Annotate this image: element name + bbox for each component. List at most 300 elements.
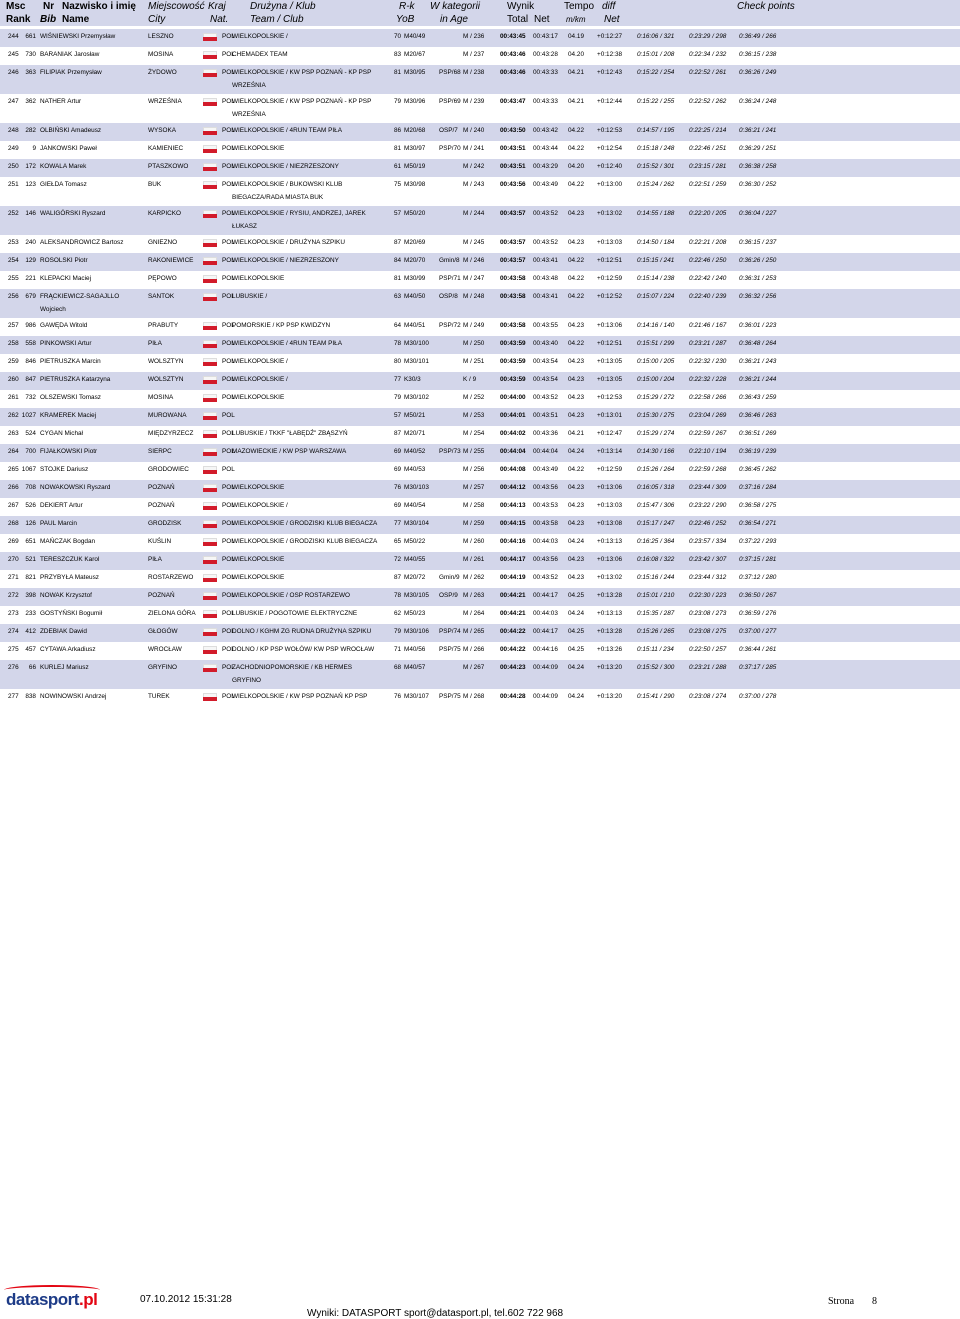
cell-name: FRĄCKIEWICZ-SAGAJLLO bbox=[40, 293, 120, 300]
cell-net: 00:43:33 bbox=[533, 69, 558, 76]
table-row bbox=[0, 47, 960, 65]
cell-diff: +0:13:14 bbox=[597, 448, 623, 455]
cell-cp3: 0:36:59 / 276 bbox=[739, 610, 777, 617]
cell-cp1: 0:14:16 / 140 bbox=[637, 322, 675, 329]
cell-team: WIELKOPOLSKIE / KW PSP POZNAŃ - KP PSP bbox=[232, 98, 372, 105]
cell-net: 00:43:44 bbox=[533, 145, 558, 152]
cell-age: K / 9 bbox=[463, 376, 477, 383]
cell-diff: +0:13:13 bbox=[597, 610, 623, 617]
cell-cp3: 0:36:21 / 241 bbox=[739, 127, 777, 134]
table-row bbox=[0, 689, 960, 707]
cell-cp2: 0:23:08 / 274 bbox=[689, 693, 727, 700]
cell-yob: 80 bbox=[394, 358, 402, 365]
cell-nr: 838 bbox=[25, 693, 36, 700]
table-row bbox=[0, 372, 960, 390]
poland-flag-icon bbox=[203, 412, 217, 420]
poland-flag-icon bbox=[203, 340, 217, 348]
cell-name: FILIPIAK Przemysław bbox=[40, 69, 102, 76]
cell-age: M / 263 bbox=[463, 592, 485, 599]
cell-team: WIELKOPOLSKIE / bbox=[232, 358, 288, 365]
cell-nat: POL bbox=[222, 239, 235, 246]
cell-kat: OSP/8 bbox=[439, 293, 458, 300]
table-row bbox=[0, 94, 960, 123]
cell-cat: M50/21 bbox=[404, 412, 426, 419]
cell-total: 00:43:51 bbox=[500, 145, 526, 152]
poland-flag-icon bbox=[203, 466, 217, 474]
cell-cp3: 0:36:24 / 248 bbox=[739, 98, 777, 105]
datasport-logo: datasport.pl bbox=[6, 1290, 98, 1309]
cell-yob: 78 bbox=[394, 340, 402, 347]
cell-cp2: 0:23:57 / 334 bbox=[689, 538, 727, 545]
cell-tempo: 04.21 bbox=[568, 430, 584, 437]
cell-name: CYGAN Michał bbox=[40, 430, 83, 437]
cell-total: 00:43:59 bbox=[500, 340, 526, 347]
cell-yob: 83 bbox=[394, 51, 402, 58]
cell-tempo: 04.24 bbox=[568, 448, 584, 455]
cell-cp1: 0:15:16 / 244 bbox=[637, 574, 675, 581]
cell-net: 00:43:51 bbox=[533, 412, 558, 419]
cell-age: M / 241 bbox=[463, 145, 485, 152]
cell-cat: M50/22 bbox=[404, 538, 426, 545]
cell-team: WIELKOPOLSKIE / RYSIU, ANDRZEJ, JAREK bbox=[232, 210, 366, 217]
cell-cp2: 0:23:04 / 269 bbox=[689, 412, 727, 419]
cell-msc: 268 bbox=[8, 520, 19, 527]
cell-total: 00:43:59 bbox=[500, 358, 526, 365]
cell-nr: 847 bbox=[25, 376, 36, 383]
cell-cp3: 0:37:16 / 284 bbox=[739, 484, 777, 491]
poland-flag-icon bbox=[203, 376, 217, 384]
cell-cp1: 0:14:55 / 188 bbox=[637, 210, 675, 217]
cell-nat: POL bbox=[222, 340, 235, 347]
cell-nat: POL bbox=[222, 448, 235, 455]
cell-total: 00:44:08 bbox=[500, 466, 526, 473]
cell-team: WIELKOPOLSKIE bbox=[232, 275, 285, 282]
cell-age: M / 238 bbox=[463, 69, 485, 76]
cell-cat: M30/100 bbox=[404, 340, 429, 347]
cell-total: 00:44:22 bbox=[500, 628, 526, 635]
cell-total: 00:44:23 bbox=[500, 664, 526, 671]
cell-cp3: 0:36:21 / 243 bbox=[739, 358, 777, 365]
cell-cp1: 0:15:07 / 224 bbox=[637, 293, 675, 300]
header-name-en: Name bbox=[62, 14, 90, 25]
table-row bbox=[0, 462, 960, 480]
table-row bbox=[0, 159, 960, 177]
cell-cp3: 0:37:12 / 280 bbox=[739, 574, 777, 581]
cell-tempo: 04.24 bbox=[568, 693, 584, 700]
cell-nat: POL bbox=[222, 376, 235, 383]
cell-cp1: 0:15:29 / 274 bbox=[637, 430, 675, 437]
cell-cp1: 0:15:51 / 299 bbox=[637, 340, 675, 347]
cell-name: GOSTYŃSKI Bogumił bbox=[40, 610, 103, 617]
table-row bbox=[0, 570, 960, 588]
cell-name: MAŃCZAK Bogdan bbox=[40, 538, 96, 545]
cell-tempo: 04.23 bbox=[568, 484, 584, 491]
cell-net: 00:43:58 bbox=[533, 520, 558, 527]
cell-name: GAWĘDA Witold bbox=[40, 322, 88, 329]
cell-nr: 708 bbox=[25, 484, 36, 491]
cell-team: DOLNO / KGHM ZG RUDNA DRUŻYNA SZPIKU bbox=[232, 628, 372, 635]
cell-cp1: 0:15:22 / 255 bbox=[637, 98, 675, 105]
cell-cp3: 0:37:00 / 278 bbox=[739, 693, 777, 700]
cell-total: 00:44:00 bbox=[500, 394, 526, 401]
cell-nat: POL bbox=[222, 163, 235, 170]
cell-age: M / 248 bbox=[463, 293, 485, 300]
cell-team: DOLNO / KP PSP WOŁÓW/ KW PSP WROCŁAW bbox=[232, 646, 375, 653]
cell-tempo: 04.22 bbox=[568, 257, 584, 264]
cell-tempo: 04.19 bbox=[568, 33, 584, 40]
cell-diff: +0:12:44 bbox=[597, 98, 623, 105]
cell-msc: 248 bbox=[8, 127, 19, 134]
cell-cp1: 0:15:30 / 275 bbox=[637, 412, 675, 419]
cell-total: 00:44:22 bbox=[500, 646, 526, 653]
cell-msc: 272 bbox=[8, 592, 19, 599]
cell-name: GIEŁDA Tomasz bbox=[40, 181, 87, 188]
cell-nat: POL bbox=[222, 592, 235, 599]
cell-cp1: 0:15:24 / 262 bbox=[637, 181, 675, 188]
cell-nr: 986 bbox=[25, 322, 36, 329]
cell-total: 00:43:46 bbox=[500, 51, 526, 58]
cell-cat: M30/98 bbox=[404, 181, 426, 188]
cell-cp2: 0:22:42 / 240 bbox=[689, 275, 727, 282]
cell-yob: 79 bbox=[394, 98, 402, 105]
cell-city: GRODZISK bbox=[148, 520, 182, 527]
cell-cp2: 0:22:46 / 251 bbox=[689, 145, 727, 152]
header-team-en: Team / Club bbox=[250, 14, 304, 25]
cell-extra: GRYFINO bbox=[232, 677, 261, 684]
poland-flag-icon bbox=[203, 693, 217, 701]
cell-team: POMORSKIE / KP PSP KWIDZYN bbox=[232, 322, 331, 329]
cell-cp3: 0:36:15 / 237 bbox=[739, 239, 777, 246]
header-total: Total bbox=[507, 14, 529, 25]
header-city-pl: Miejscowość bbox=[148, 1, 205, 12]
cell-kat: PSP/74 bbox=[439, 628, 461, 635]
table-row bbox=[0, 534, 960, 552]
cell-net: 00:43:54 bbox=[533, 358, 558, 365]
cell-cp1: 0:15:18 / 248 bbox=[637, 145, 675, 152]
cell-tempo: 04.22 bbox=[568, 181, 584, 188]
cell-name: PRZYBYŁA Mateusz bbox=[40, 574, 99, 581]
cell-msc: 277 bbox=[8, 693, 19, 700]
cell-nr: 700 bbox=[25, 448, 36, 455]
cell-city: KUŚLIN bbox=[148, 538, 172, 545]
cell-nr: 146 bbox=[25, 210, 36, 217]
cell-cp2: 0:23:15 / 281 bbox=[689, 163, 727, 170]
cell-cp3: 0:36:54 / 271 bbox=[739, 520, 777, 527]
cell-name: STOJKE Dariusz bbox=[40, 466, 89, 473]
cell-nat: POL bbox=[222, 181, 235, 188]
cell-diff: +0:13:03 bbox=[597, 239, 623, 246]
cell-age: M / 246 bbox=[463, 257, 485, 264]
cell-cat: M40/57 bbox=[404, 664, 426, 671]
cell-age: M / 249 bbox=[463, 322, 485, 329]
cell-cp3: 0:36:31 / 253 bbox=[739, 275, 777, 282]
cell-total: 00:44:17 bbox=[500, 556, 526, 563]
cell-age: M / 267 bbox=[463, 664, 485, 671]
cell-name: NOWAK Krzysztof bbox=[40, 592, 92, 599]
cell-total: 00:44:16 bbox=[500, 538, 526, 545]
cell-team: CHEMADEX TEAM bbox=[232, 51, 288, 58]
cell-diff: +0:13:03 bbox=[597, 502, 623, 509]
cell-total: 00:43:57 bbox=[500, 257, 526, 264]
table-row bbox=[0, 552, 960, 570]
cell-team: WIELKOPOLSKIE / 4RUN TEAM PIŁA bbox=[232, 340, 342, 347]
cell-nr: 846 bbox=[25, 358, 36, 365]
cell-cp3: 0:36:32 / 256 bbox=[739, 293, 777, 300]
cell-cp2: 0:22:58 / 266 bbox=[689, 394, 727, 401]
cell-age: M / 247 bbox=[463, 275, 485, 282]
cell-nat: POL bbox=[222, 664, 235, 671]
cell-net: 00:44:04 bbox=[533, 448, 558, 455]
cell-age: M / 257 bbox=[463, 484, 485, 491]
cell-name: PIETRUSZKA Marcin bbox=[40, 358, 101, 365]
cell-msc: 251 bbox=[8, 181, 19, 188]
cell-nr: 282 bbox=[25, 127, 36, 134]
poland-flag-icon bbox=[203, 239, 217, 247]
cell-cp1: 0:15:11 / 234 bbox=[637, 646, 674, 653]
cell-city: MIĘDZYRZECZ bbox=[148, 430, 194, 437]
cell-nat: POL bbox=[222, 293, 235, 300]
cell-nr: 362 bbox=[25, 98, 36, 105]
cell-cp3: 0:36:21 / 244 bbox=[739, 376, 777, 383]
cell-name: KLEPACKI Maciej bbox=[40, 275, 92, 282]
cell-yob: 77 bbox=[394, 376, 402, 383]
cell-cp1: 0:15:01 / 208 bbox=[637, 51, 675, 58]
cell-nat: POL bbox=[222, 412, 235, 419]
cell-nr: 412 bbox=[25, 628, 36, 635]
cell-tempo: 04.21 bbox=[568, 69, 584, 76]
cell-cp2: 0:22:32 / 228 bbox=[689, 376, 727, 383]
cell-city: KARPICKO bbox=[148, 210, 182, 217]
cell-cp3: 0:36:50 / 267 bbox=[739, 592, 777, 599]
cell-kat: PSP/75 bbox=[439, 693, 461, 700]
cell-msc: 276 bbox=[8, 664, 19, 671]
cell-total: 00:44:19 bbox=[500, 574, 526, 581]
cell-cp1: 0:15:14 / 238 bbox=[637, 275, 675, 282]
cell-cp2: 0:22:59 / 268 bbox=[689, 466, 727, 473]
cell-net: 00:43:52 bbox=[533, 574, 558, 581]
cell-cp3: 0:36:04 / 227 bbox=[739, 210, 777, 217]
table-row bbox=[0, 426, 960, 444]
cell-diff: +0:12:59 bbox=[597, 466, 623, 473]
cell-cp3: 0:36:01 / 223 bbox=[739, 322, 777, 329]
cell-nr: 732 bbox=[25, 394, 36, 401]
cell-extra: WRZEŚNIA bbox=[232, 82, 266, 89]
cell-name: BARANIAK Jarosław bbox=[40, 51, 100, 58]
cell-name: PAUL Marcin bbox=[40, 520, 77, 527]
cell-city: GNIEZNO bbox=[148, 239, 178, 246]
cell-net: 00:44:17 bbox=[533, 628, 558, 635]
cell-cat: M30/102 bbox=[404, 394, 429, 401]
cell-diff: +0:13:28 bbox=[597, 592, 623, 599]
cell-diff: +0:12:43 bbox=[597, 69, 623, 76]
cell-cat: M30/107 bbox=[404, 693, 429, 700]
cell-cat: M30/105 bbox=[404, 592, 429, 599]
cell-city: PIŁA bbox=[148, 340, 162, 347]
header-rank: Rank bbox=[6, 14, 31, 25]
cell-total: 00:44:04 bbox=[500, 448, 526, 455]
cell-cat: M20/71 bbox=[404, 430, 426, 437]
cell-name: WIŚNIEWSKI Przemysław bbox=[40, 33, 116, 40]
cell-tempo: 04.23 bbox=[568, 210, 584, 217]
cell-tempo: 04.23 bbox=[568, 412, 584, 419]
cell-cat: M30/96 bbox=[404, 98, 426, 105]
cell-total: 00:43:57 bbox=[500, 210, 526, 217]
cell-nat: POL bbox=[222, 610, 235, 617]
cell-age: M / 258 bbox=[463, 502, 485, 509]
header-cat-en: in Age bbox=[440, 14, 468, 25]
cell-total: 00:44:12 bbox=[500, 484, 526, 491]
cell-total: 00:43:47 bbox=[500, 98, 526, 105]
cell-cat: M30/95 bbox=[404, 69, 426, 76]
cell-cp2: 0:23:29 / 298 bbox=[689, 33, 727, 40]
cell-age: M / 250 bbox=[463, 340, 485, 347]
cell-nr: 679 bbox=[25, 293, 36, 300]
cell-cp2: 0:23:21 / 287 bbox=[689, 340, 727, 347]
cell-diff: +0:12:51 bbox=[597, 257, 623, 264]
cell-total: 00:44:21 bbox=[500, 610, 526, 617]
cell-msc: 244 bbox=[8, 33, 19, 40]
cell-cat: M50/23 bbox=[404, 610, 426, 617]
cell-cp3: 0:36:15 / 238 bbox=[739, 51, 777, 58]
cell-yob: 72 bbox=[394, 556, 402, 563]
cell-msc: 252 bbox=[8, 210, 19, 217]
cell-city: MOSINA bbox=[148, 51, 174, 58]
cell-cat: M40/52 bbox=[404, 448, 426, 455]
cell-city: GRYFINO bbox=[148, 664, 177, 671]
cell-net: 00:44:09 bbox=[533, 664, 558, 671]
cell-cat: M30/106 bbox=[404, 628, 429, 635]
cell-city: PRABUTY bbox=[148, 322, 179, 329]
cell-cp2: 0:22:30 / 223 bbox=[689, 592, 727, 599]
cell-tempo: 04.20 bbox=[568, 163, 584, 170]
cell-msc: 275 bbox=[8, 646, 19, 653]
cell-msc: 249 bbox=[8, 145, 19, 152]
cell-city: PIŁA bbox=[148, 556, 162, 563]
cell-city: WOLSZTYN bbox=[148, 358, 184, 365]
cell-team: WIELKOPOLSKIE / 4RUN TEAM PIŁA bbox=[232, 127, 342, 134]
cell-cp2: 0:22:21 / 208 bbox=[689, 239, 727, 246]
cell-net: 00:43:29 bbox=[533, 163, 558, 170]
cell-city: WROCŁAW bbox=[148, 646, 182, 653]
poland-flag-icon bbox=[203, 556, 217, 564]
cell-msc: 263 bbox=[8, 430, 19, 437]
cell-age: M / 259 bbox=[463, 520, 485, 527]
cell-cp1: 0:15:52 / 300 bbox=[637, 664, 675, 671]
header-result-pl: Wynik bbox=[507, 1, 535, 12]
cell-city: PĘPOWO bbox=[148, 275, 177, 282]
cell-msc: 259 bbox=[8, 358, 19, 365]
cell-cat: M40/51 bbox=[404, 322, 426, 329]
cell-age: M / 237 bbox=[463, 51, 485, 58]
cell-tempo: 04.22 bbox=[568, 466, 584, 473]
cell-total: 00:43:50 bbox=[500, 127, 526, 134]
cell-cp3: 0:36:51 / 269 bbox=[739, 430, 777, 437]
cell-yob: 79 bbox=[394, 628, 402, 635]
cell-msc: 266 bbox=[8, 484, 19, 491]
cell-age: M / 254 bbox=[463, 430, 485, 437]
table-row bbox=[0, 289, 960, 318]
cell-cp1: 0:15:41 / 290 bbox=[637, 693, 675, 700]
cell-city: SANTOK bbox=[148, 293, 175, 300]
cell-name: JANKOWSKI Paweł bbox=[40, 145, 97, 152]
cell-team: MAZOWIECKIE / KW PSP WARSZAWA bbox=[232, 448, 347, 455]
cell-team: WIELKOPOLSKIE / OSP ROSTARZEWO bbox=[232, 592, 351, 599]
cell-yob: 70 bbox=[394, 33, 402, 40]
cell-cp2: 0:22:52 / 262 bbox=[689, 98, 727, 105]
cell-yob: 75 bbox=[394, 181, 402, 188]
cell-msc: 258 bbox=[8, 340, 19, 347]
cell-team: WIELKOPOLSKIE / bbox=[232, 376, 288, 383]
cell-diff: +0:13:00 bbox=[597, 181, 623, 188]
cell-age: M / 242 bbox=[463, 163, 485, 170]
cell-diff: +0:12:53 bbox=[597, 394, 623, 401]
cell-tempo: 04.25 bbox=[568, 628, 584, 635]
cell-nat: POL bbox=[222, 51, 235, 58]
cell-age: M / 236 bbox=[463, 33, 485, 40]
cell-age: M / 261 bbox=[463, 556, 485, 563]
cell-nat: POL bbox=[222, 127, 235, 134]
cell-cp3: 0:36:43 / 259 bbox=[739, 394, 777, 401]
cell-nr: 233 bbox=[25, 610, 36, 617]
cell-kat: PSP/68 bbox=[439, 69, 461, 76]
cell-msc: 262 bbox=[8, 412, 19, 419]
header-nat-pl: Kraj bbox=[208, 1, 226, 12]
cell-name: CYTAWA Arkadiusz bbox=[40, 646, 96, 653]
cell-yob: 65 bbox=[394, 538, 402, 545]
cell-net: 00:43:52 bbox=[533, 394, 558, 401]
cell-kat: OSP/7 bbox=[439, 127, 458, 134]
cell-cat: M30/103 bbox=[404, 484, 429, 491]
cell-diff: +0:12:54 bbox=[597, 145, 623, 152]
cell-name: FIJAŁKOWSKI Piotr bbox=[40, 448, 98, 455]
cell-total: 00:44:15 bbox=[500, 520, 526, 527]
cell-total: 00:43:58 bbox=[500, 275, 526, 282]
cell-nr: 126 bbox=[25, 520, 36, 527]
cell-tempo: 04.25 bbox=[568, 646, 584, 653]
cell-total: 00:44:01 bbox=[500, 412, 526, 419]
cell-kat: Gmin/8 bbox=[439, 257, 460, 264]
poland-flag-icon bbox=[203, 33, 217, 41]
results-table bbox=[0, 29, 960, 707]
cell-age: M / 265 bbox=[463, 628, 485, 635]
cell-name: KRAMEREK Maciej bbox=[40, 412, 97, 419]
poland-flag-icon bbox=[203, 322, 217, 330]
cell-team: WIELKOPOLSKIE / GRODZISKI KLUB BIEGACZA bbox=[232, 538, 378, 545]
cell-nat: POL bbox=[222, 538, 235, 545]
cell-age: M / 268 bbox=[463, 693, 485, 700]
cell-yob: 57 bbox=[394, 412, 402, 419]
cell-msc: 269 bbox=[8, 538, 19, 545]
cell-diff: +0:13:20 bbox=[597, 693, 623, 700]
header-diff: diff bbox=[602, 1, 616, 12]
cell-city: WRZEŚNIA bbox=[148, 98, 182, 105]
cell-tempo: 04.25 bbox=[568, 592, 584, 599]
cell-cp2: 0:22:46 / 250 bbox=[689, 257, 727, 264]
cell-net: 00:43:56 bbox=[533, 556, 558, 563]
cell-cat: M40/54 bbox=[404, 502, 426, 509]
cell-cp1: 0:15:26 / 264 bbox=[637, 466, 675, 473]
print-datetime: 07.10.2012 15:31:28 bbox=[140, 1294, 232, 1305]
cell-cp2: 0:21:46 / 167 bbox=[689, 322, 727, 329]
cell-nr: 821 bbox=[25, 574, 36, 581]
cell-yob: 81 bbox=[394, 69, 402, 76]
cell-cp2: 0:23:21 / 288 bbox=[689, 664, 727, 671]
cell-nr: 661 bbox=[25, 33, 36, 40]
cell-diff: +0:12:27 bbox=[597, 33, 623, 40]
table-row bbox=[0, 177, 960, 206]
header-name-pl: Nazwisko i imię bbox=[62, 1, 136, 12]
cell-tempo: 04.22 bbox=[568, 340, 584, 347]
